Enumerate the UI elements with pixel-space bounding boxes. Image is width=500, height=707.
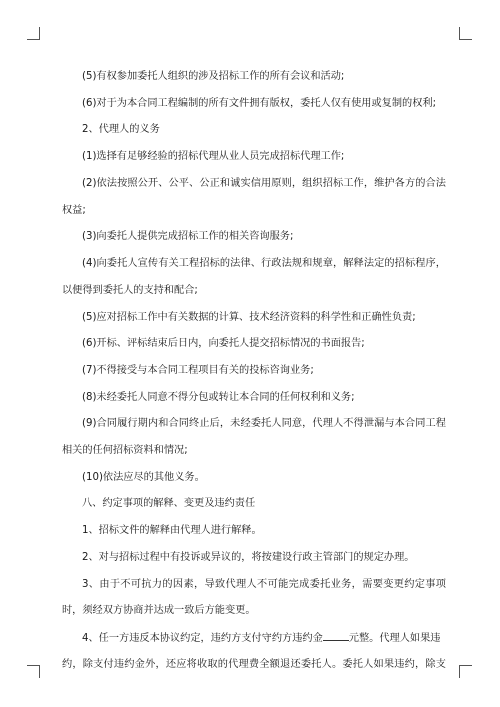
paragraph-line: 约，除支付违约金外，还应将收取的代理费全额退还委托人。委托人如果违约，除支: [62, 659, 446, 670]
paragraph-line: (9)合同履行期内和合同终止后，未经委托人同意，代理人不得泄漏与本合同工程: [82, 418, 446, 429]
paragraph-line: (8)未经委托人同意不得分包或转让本合同的任何权利和义务;: [82, 392, 355, 403]
paragraph-line: 1、招标文件的解释由代理人进行解释。: [82, 525, 262, 536]
clause-text: 4、任一方违反本协议约定，违约方支付守约方违约金: [82, 633, 323, 644]
section-heading: 2、代理人的义务: [82, 124, 160, 135]
paragraph-line: 时，须经双方协商并达成一致后方能变更。: [62, 605, 256, 616]
paragraph-line: 权益;: [62, 205, 86, 216]
paragraph-line: (5)应对招标工作中有关数据的计算、技术经济资料的科学性和正确性负责;: [82, 312, 416, 323]
paragraph-line: (2)依法按照公开、公平、公正和诚实信用原则，组织招标工作，维护各方的合法: [82, 178, 446, 189]
paragraph-line: (6)开标、评标结束后日内，向委托人提交招标情况的书面报告;: [82, 338, 365, 349]
crop-mark-bottom-right: [459, 665, 472, 678]
paragraph-line: 2、对与招标过程中有投诉或异议的，将按建设行政主管部门的规定办理。: [82, 552, 415, 563]
paragraph-line: 以便得到委托人的支持和配合;: [62, 285, 198, 296]
paragraph-line: (3)向委托人提供完成招标工作的相关咨询服务;: [82, 231, 294, 242]
paragraph-line: (6)对于为本合同工程编制的所有文件拥有版权，委托人仅有使用或复制的权利;: [82, 98, 437, 109]
paragraph-line: [62, 631, 446, 646]
crop-mark-top-right: [459, 27, 472, 40]
crop-mark-bottom-left: [27, 665, 40, 678]
paragraph-line: (1)选择有足够经验的招标代理从业人员完成招标代理工作;: [82, 151, 345, 162]
paragraph-line: (10)依法应尽的其他义务。: [82, 472, 205, 483]
amount-blank: [323, 631, 349, 641]
paragraph-line: 3、由于不可抗力的因素，导致代理人不可能完成委托业务，需要变更约定事项: [82, 579, 446, 590]
paragraph-line: (5)有权参加委托人组织的涉及招标工作的所有会议和活动;: [82, 71, 345, 82]
crop-mark-top-left: [27, 27, 40, 40]
section-heading: 八、约定事项的解释、变更及违约责任: [82, 498, 256, 509]
clause-text: 元整。代理人如果违: [348, 633, 441, 644]
paragraph-line: (4)向委托人宣传有关工程招标的法律、行政法规和规章，解释法定的招标程序，: [82, 258, 446, 269]
paragraph-line: (7)不得接受与本合同工程项目有关的投标咨询业务;: [82, 365, 314, 376]
paragraph-line: 相关的任何招标资料和情况;: [62, 445, 188, 456]
